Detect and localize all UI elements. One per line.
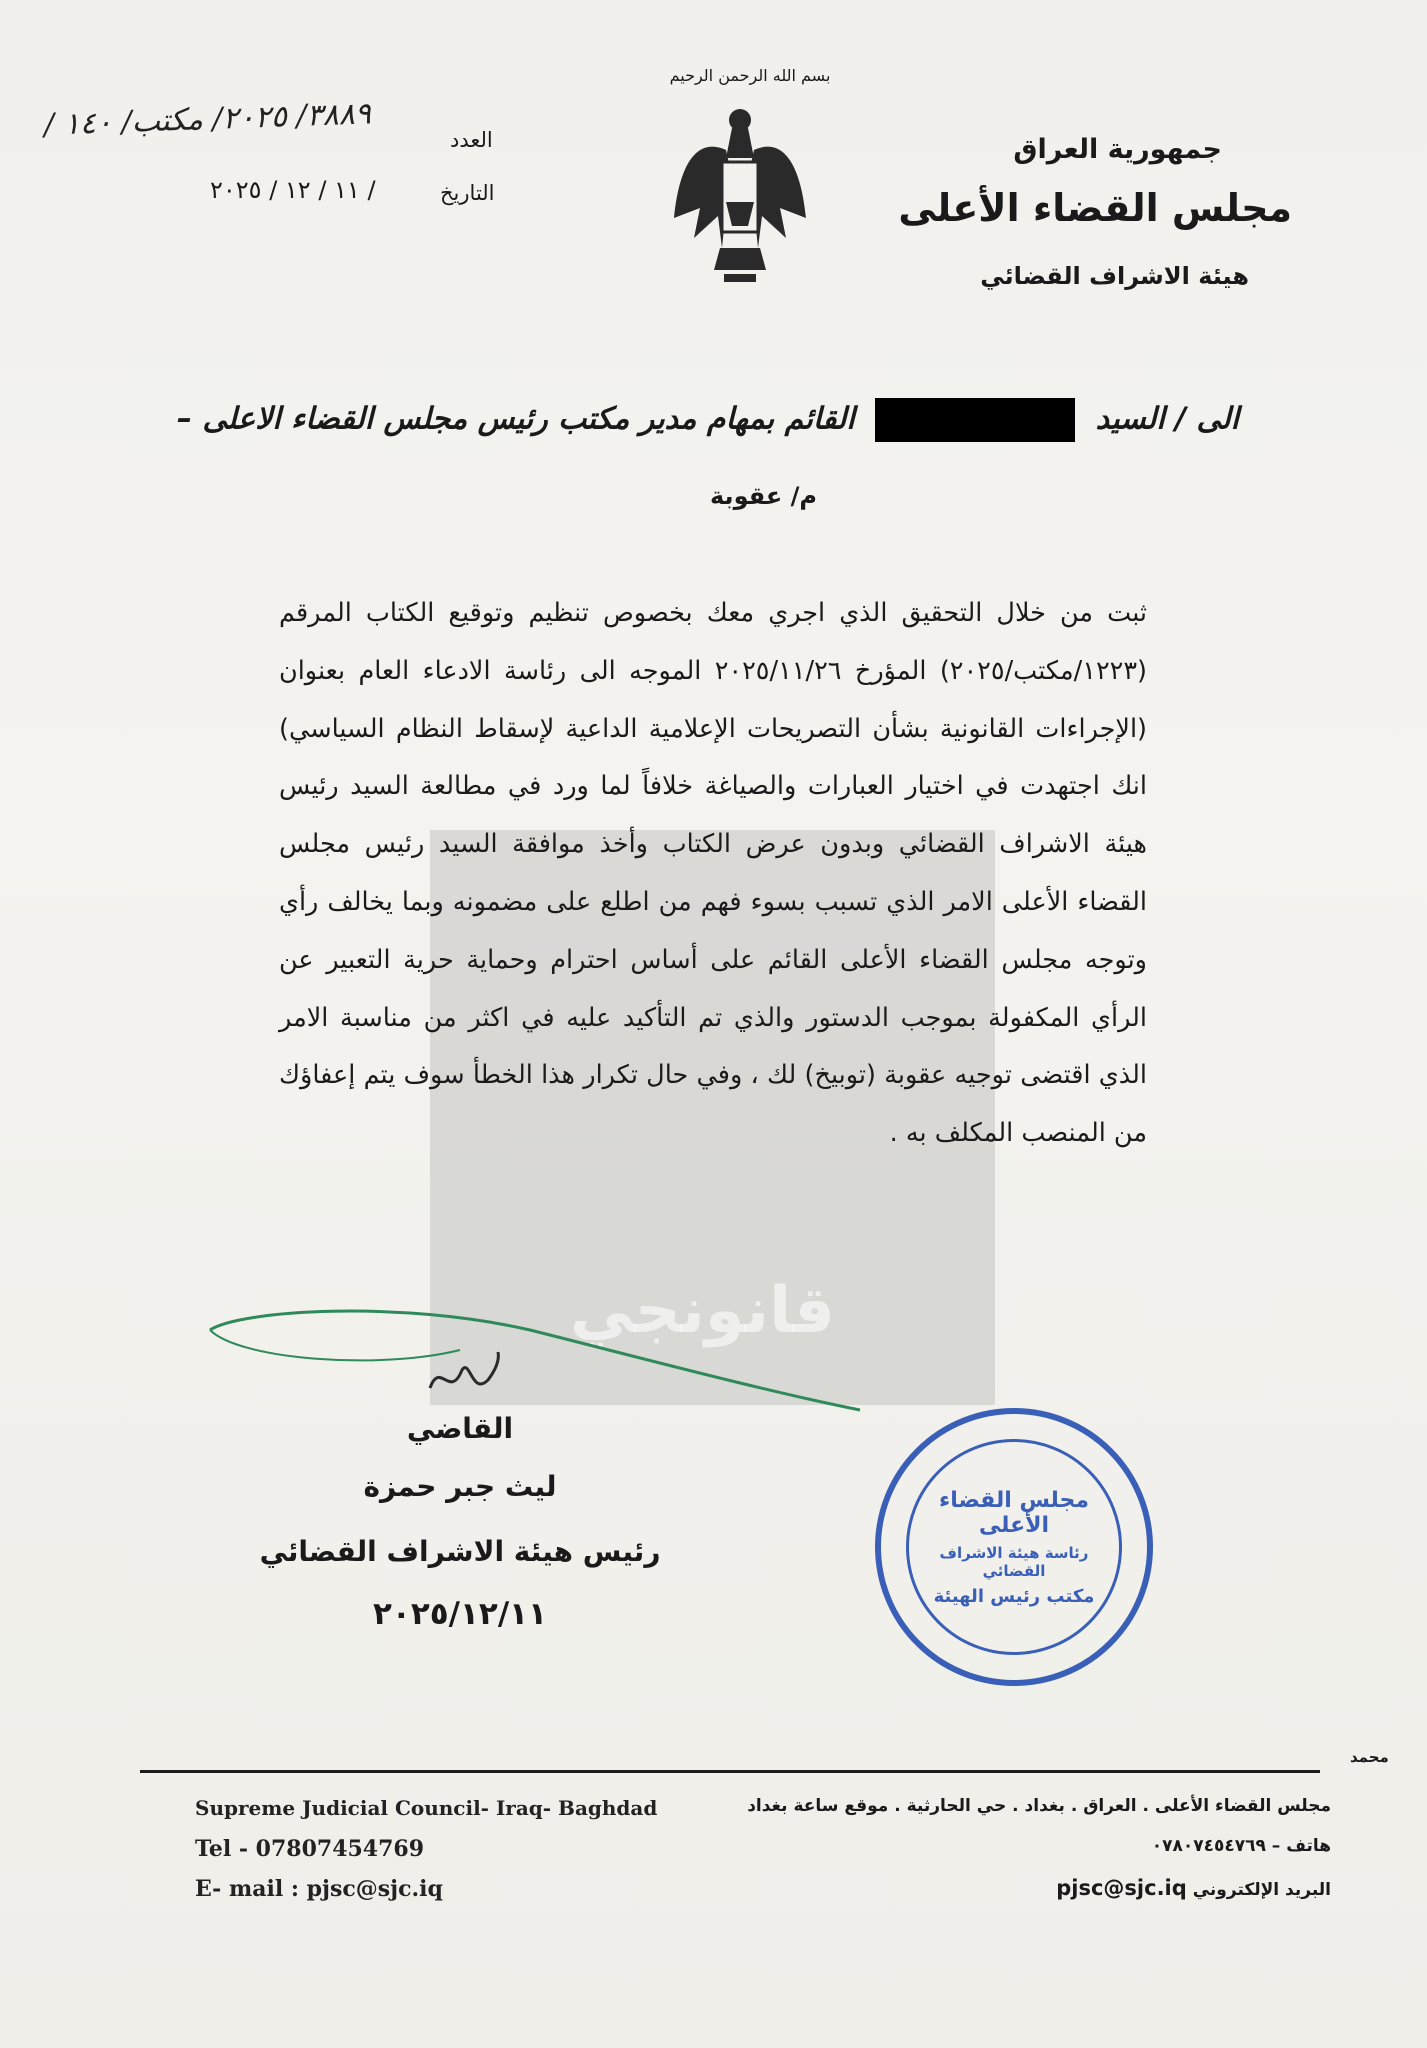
- footer-phone-ar: هاتف – ٠٧٨٠٧٤٥٤٧٦٩: [1151, 1836, 1331, 1856]
- signatory-name: ليث جبر حمزة: [363, 1470, 557, 1503]
- typist-initials: محمد: [1350, 1748, 1389, 1766]
- subject-line: م/ عقوبة: [710, 482, 817, 510]
- letter-body: ثبت من خلال التحقيق الذي اجري معك بخصوص تنظيم وتوقيع الكتاب المرقم (١٢٢٣/مكتب/٢٠٢٥) المؤرخ ٢٠٢٥/١١/٢٦ الموجه الى رئاسة الادعاء العام بعنوان (الإجراءات القانونية بشأن التصريحات الإعلامية الداعية لإسقاط النظام السياسي) انك اجتهدت في اختيار العبارات والصياغة خلافاً لما ورد في مطالعة السيد رئيس هيئة الاشراف القضائي وبدون عرض الكتاب وأخذ موافقة السيد رئيس مجلس القضاء الأعلى الامر الذي تسبب بسوء فهم من اطلع على مضمونه وبما يخالف رأي وتوجه مجلس القضاء الأعلى القائم على أساس احترام وحماية حرية التعبير عن الرأي المكفولة بموجب الدستور والذي تم التأكيد عليه في اكثر من مناسبة الامر الذي اقتضى توجيه عقوبة (توبيخ) لك ، وفي حال تكرار هذا الخطأ سوف يتم إعفاؤك من المنصب المكلف به .: [279, 598, 1147, 1149]
- stamp-inner: [906, 1439, 1122, 1655]
- basmala: بسم الله الرحمن الرحيم: [669, 66, 831, 85]
- footer-email-value: pjsc@sjc.iq: [1056, 1876, 1187, 1900]
- stamp-text-body: رئاسة هيئة الاشراف القضائي: [939, 1543, 1089, 1580]
- footer-email-label-ar: البريد الإلكتروني: [1192, 1880, 1331, 1900]
- addressee-prefix: الى / السيد: [1095, 401, 1239, 437]
- iraq-eagle-emblem-icon: [670, 98, 810, 288]
- footer-council-en: Supreme Judicial Council- Iraq- Baghdad: [195, 1796, 658, 1820]
- council-name: مجلس القضاء الأعلى: [898, 186, 1292, 230]
- footer-email-en: E- mail : pjsc@sjc.iq: [195, 1876, 443, 1902]
- number-label: العدد: [450, 128, 493, 152]
- number-value: ٣٨٨٩/ ٢٠٢٥/ مكتب/ ١٤٠ /: [43, 96, 372, 143]
- date-label: التاريخ: [440, 181, 495, 205]
- redacted-name: [875, 398, 1075, 442]
- official-stamp: [875, 1408, 1153, 1686]
- addressee-line: الى / السيد القائم بمهام مدير مكتب رئيس مجلس القضاء الاعلى –: [190, 398, 1239, 442]
- footer-phone-en: Tel - 07807454769: [195, 1836, 425, 1862]
- republic-name: جمهورية العراق: [1013, 134, 1222, 165]
- watermark-text: قانونجي: [570, 1274, 835, 1348]
- stamp-text-council: مجلس القضاء الأعلى: [938, 1487, 1090, 1538]
- signature-date: ٢٠٢٥/١٢/١١: [372, 1596, 547, 1632]
- footer-email-ar: [1048, 1876, 1331, 1900]
- signatory-title: القاضي: [406, 1412, 514, 1445]
- footer-divider: [140, 1770, 1320, 1773]
- footer-address-ar: مجلس القضاء الأعلى . العراق . بغداد . حي الحارثية . موقع ساعة بغداد: [747, 1796, 1331, 1816]
- date-value: / ١١ / ١٢ / ٢٠٢٥: [210, 176, 376, 204]
- stamp-text-office: مكتب رئيس الهيئة: [933, 1585, 1095, 1607]
- addressee-role: القائم بمهام مدير مكتب رئيس مجلس القضاء الاعلى: [202, 401, 855, 437]
- supervision-body-name: هيئة الاشراف القضائي: [980, 262, 1249, 290]
- signatory-position: رئيس هيئة الاشراف القضائي: [259, 1535, 661, 1568]
